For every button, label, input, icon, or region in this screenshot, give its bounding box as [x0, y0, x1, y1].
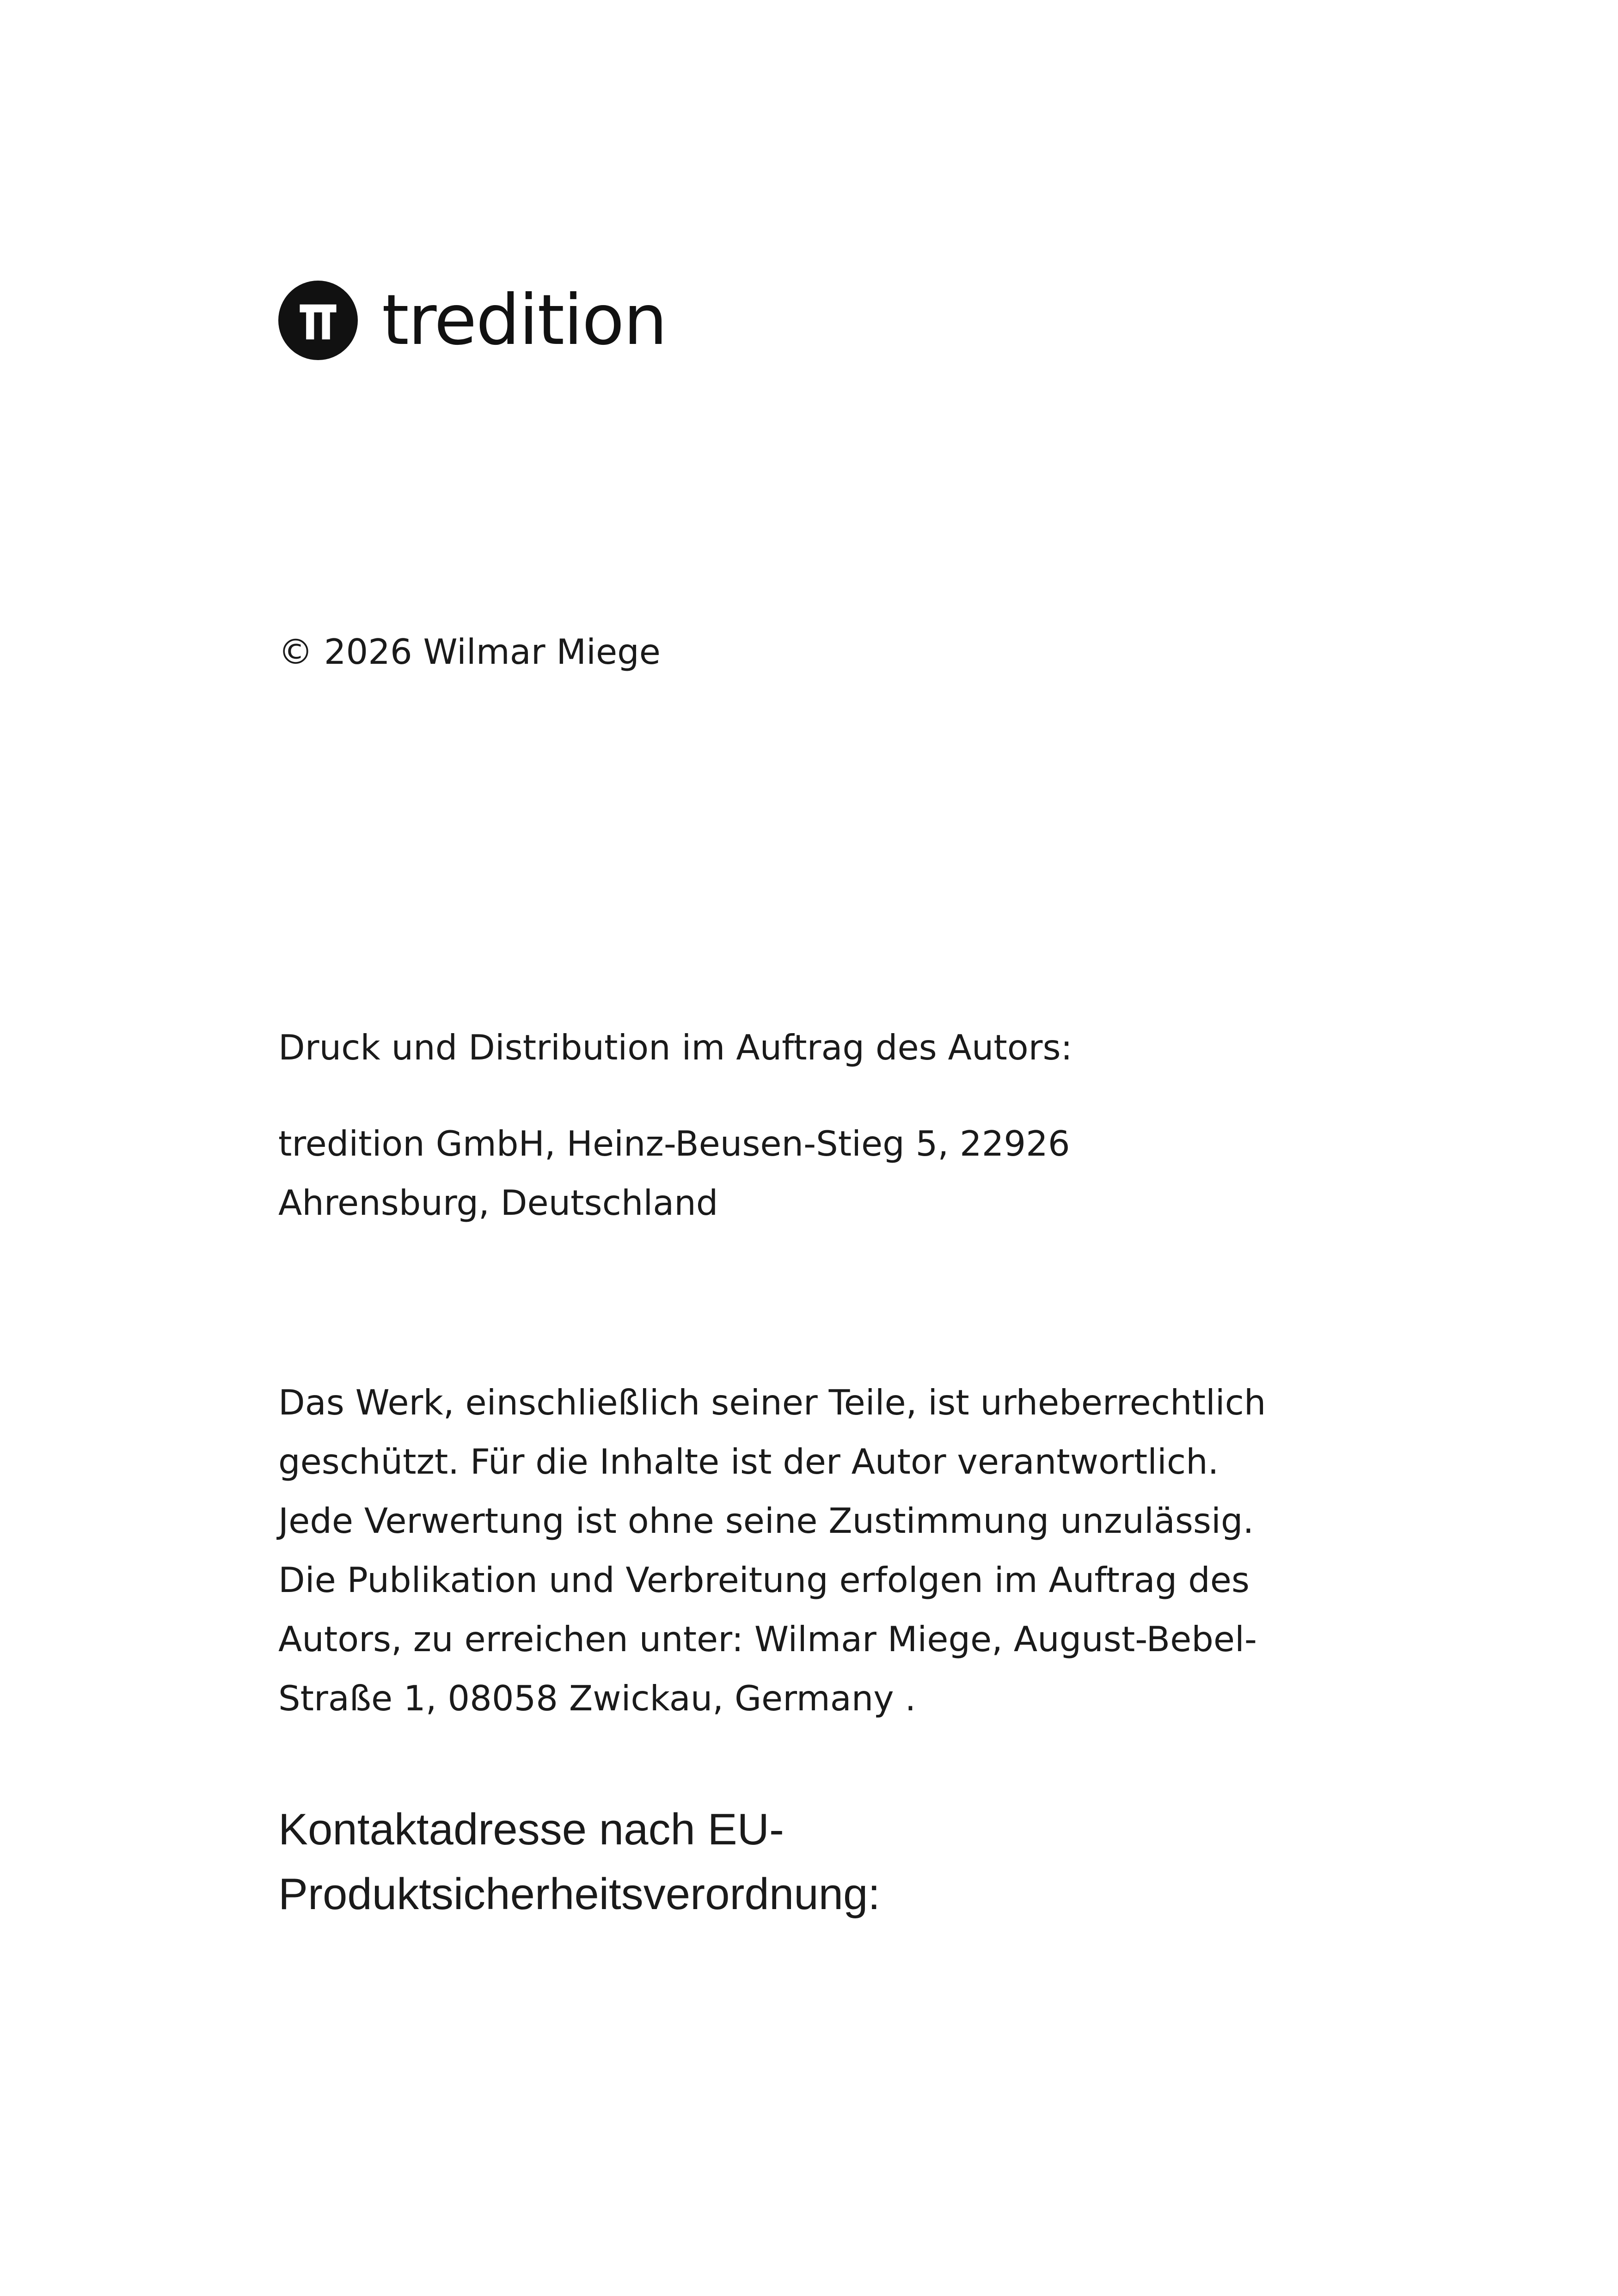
- rights-line: Jede Verwertung ist ohne seine Zustimmung unzulässig.: [278, 1500, 1254, 1541]
- contact-heading: [278, 1797, 880, 1927]
- address-line: tredition GmbH, Heinz-Beusen-Stieg 5, 22926: [278, 1123, 1070, 1164]
- rights-line: Die Publikation und Verbreitung erfolgen im Auftrag des: [278, 1560, 1250, 1600]
- rights-line: geschützt. Für die Inhalte ist der Autor verantwortlich.: [278, 1441, 1219, 1482]
- rights-line: Straße 1, 08058 Zwickau, Germany .: [278, 1678, 916, 1719]
- publisher-logo: [278, 280, 667, 361]
- contact-heading-line: Kontaktadresse nach EU-: [278, 1805, 784, 1854]
- address-line: Ahrensburg, Deutschland: [278, 1182, 718, 1223]
- rights-line: Autors, zu erreichen unter: Wilmar Miege, August-Bebel-: [278, 1619, 1257, 1659]
- tredition-logo-icon: [278, 281, 358, 360]
- publisher-logo-text: tredition: [382, 280, 667, 361]
- rights-notice: [278, 1373, 1266, 1728]
- publisher-address: [278, 1114, 1070, 1232]
- rights-line: Das Werk, einschließlich seiner Teile, ist urheberrechtlich: [278, 1382, 1266, 1423]
- printing-label: Druck und Distribution im Auftrag des Autors:: [278, 1027, 1073, 1068]
- contact-heading-line: Produktsicherheitsverordnung:: [278, 1869, 881, 1919]
- copyright-notice: © 2026 Wilmar Miege: [278, 631, 661, 672]
